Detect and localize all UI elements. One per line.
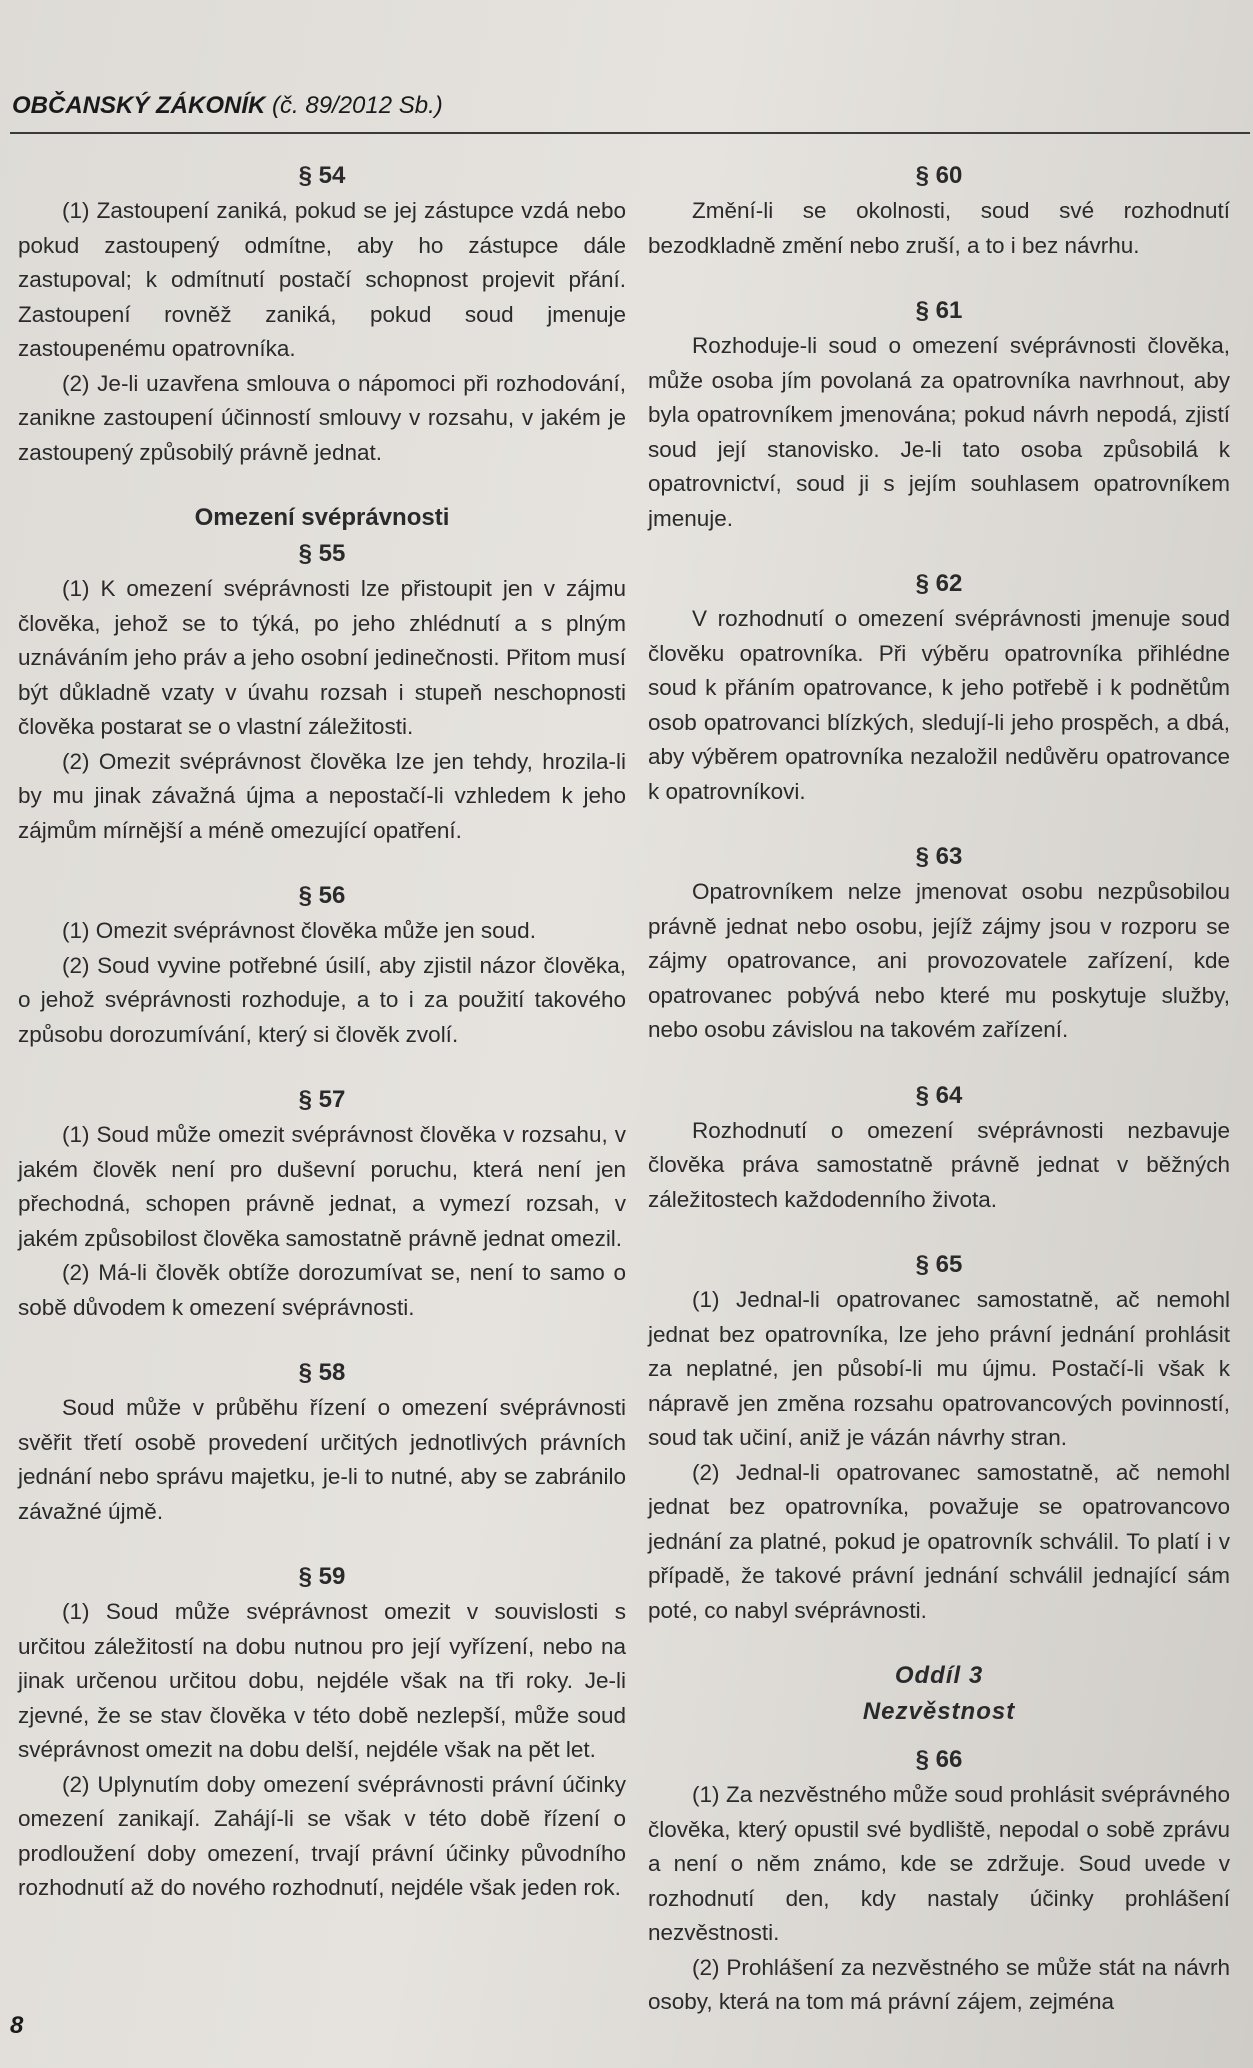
law-name: OBČANSKÝ ZÁKONÍK [12, 92, 266, 119]
section-title: § 63 [915, 843, 963, 870]
division-number: Oddíl 3 [894, 1662, 984, 1689]
section-54 [18, 158, 626, 470]
paragraph: (1) K omezení svéprávnosti lze přistoupit jen v zájmu člověka, jehož se to týká, po jeho zhlédnutí a s plným uznáváním jeho práv a jeho osobní jedinečnosti. Přitom musí být důkladně vzaty v úvahu rozsah i stupeň neschopnosti člověka postarat se o vlastní záležitosti. [18, 576, 626, 739]
section-56 [18, 878, 626, 1052]
paragraph: Změní-li se okolnosti, soud své rozhodnutí bezodkladně změní nebo zruší, a to i bez návrhu. [648, 198, 1230, 258]
section-title: § 59 [298, 1563, 346, 1590]
paragraph: Soud může v průběhu řízení o omezení svéprávnosti svěřit třetí osobě provedení určitých jednotlivých právních jednání nebo správu majetku, je-li to nutné, aby se zabránilo závažné újmě. [18, 1395, 626, 1524]
paragraph: (2) Omezit svéprávnost člověka lze jen tehdy, hrozila-li by mu jinak závažná újma a nepostačí-li vzhledem k jeho zájmům mírnější a méně omezující opatření. [18, 748, 626, 843]
section-title: § 56 [298, 882, 346, 909]
paragraph: (2) Je-li uzavřena smlouva o nápomoci při rozhodování, zanikne zastoupení účinností smlouvy v rozsahu, v jakém je zastoupený způsobilý právně jednat. [18, 370, 626, 465]
division-title: Nezvěstnost [862, 1698, 1016, 1725]
paragraph: (2) Uplynutím doby omezení svéprávnosti právní účinky omezení zanikají. Zahájí-li se však v této době řízení o prodloužení doby omezení, trvají právní účinky původního rozhodnutí až do nového rozhodnutí, nejdéle však jeden rok. [18, 1771, 626, 1900]
section-title: § 64 [915, 1081, 963, 1109]
section-57 [18, 1082, 626, 1325]
header-rule [10, 132, 1250, 134]
paragraph: (1) Soud může svéprávnost omezit v souvislosti s určitou záležitostí na dobu nutnou pro její vyřízení, nebo na jinak určenou určitou dobu, nejdéle však na tři roky. Je-li zjevné, že se stav člověka v této době nezlepší, může soud svéprávnost omezit na dobu delší, nejdéle však na pět let. [18, 1599, 626, 1762]
section-61 [648, 293, 1230, 536]
section-title: § 55 [298, 540, 346, 567]
law-reference: (č. 89/2012 Sb.) [272, 92, 443, 119]
subheading-omezeni: Omezení svéprávnosti [194, 504, 450, 531]
paragraph: (1) Zastoupení zaniká, pokud se jej zástupce vzdá nebo pokud zastoupený odmítne, aby ho zástupce dále zastupoval; k odmítnutí postačí schopnost projevit přání. Zastoupení rovněž zaniká, pokud soud jmenuje zastoupenému opatrovníka. [18, 198, 626, 361]
section-66 [648, 1742, 1230, 2020]
paragraph: (2) Soud vyvine potřebné úsilí, aby zjistil názor člověka, o jehož svéprávnosti rozhoduje, a to i za použití takového způsobu dorozumívání, který si člověk zvolí. [18, 952, 626, 1047]
section-63 [648, 839, 1230, 1048]
paragraph: Opatrovníkem nelze jmenovat osobu nezpůsobilou právně jednat nebo osobu, jejíž zájmy jsou v rozporu se zájmy opatrovance, ani provozovatele zařízení, kde opatrovanec pobývá nebo které mu poskytuje služby, nebo osobu závislou na takovém zařízení. [648, 879, 1230, 1042]
paragraph: (1) Omezit svéprávnost člověka může jen soud. [62, 918, 536, 943]
section-title: § 62 [915, 570, 963, 597]
section-title: § 65 [915, 1251, 963, 1278]
section-58 [18, 1355, 626, 1529]
paragraph: Rozhoduje-li soud o omezení svéprávnosti člověka, může osoba jím povolaná za opatrovníka navrhnout, aby byla opatrovníkem jmenována; pokud návrh nepodá, zjistí soud její stanovisko. Je-li tato osoba způsobilá k opatrovnictví, soud ji s jejím souhlasem opatrovníkem jmenuje. [648, 333, 1230, 531]
section-title: § 54 [298, 162, 346, 189]
paragraph: (1) Soud může omezit svéprávnost člověka v rozsahu, v jakém člověk není pro duševní poruchu, která není jen přechodná, schopen právně jednat, a vymezí rozsah, v jakém způsobilost člověka samostatně právně jednat omezil. [18, 1122, 626, 1251]
paragraph: (2) Prohlášení za nezvěstného se může stát na návrh osoby, která na tom má právní zájem, zejména [648, 1954, 1230, 2014]
right-column [648, 158, 1230, 2020]
section-65 [648, 1247, 1230, 1628]
paragraph: (2) Jednal-li opatrovanec samostatně, ač nemohl jednat bez opatrovníka, považuje se opatrovancovo jednání za platné, pokud je opatrovník schválil. To platí i v případě, že takové právní jednání schválil jednající sám poté, co nabyl svéprávnosti. [648, 1459, 1230, 1623]
section-title: § 61 [915, 297, 963, 324]
paragraph: Rozhodnutí o omezení svéprávnosti nezbavuje člověka práva samostatně právně jednat v běžných záležitostech každodenního života. [648, 1117, 1230, 1212]
page-number: 8 [10, 2012, 24, 2039]
section-64 [648, 1078, 1230, 1218]
section-title: § 60 [915, 162, 963, 189]
paragraph: (2) Má-li člověk obtíže dorozumívat se, není to samo o sobě důvodem k omezení svéprávnosti. [18, 1260, 626, 1320]
section-55 [18, 536, 626, 848]
running-header [12, 92, 443, 120]
paragraph: (1) Za nezvěstného může soud prohlásit svéprávného člověka, který opustil své bydliště, nepodal o sobě zprávu a není o něm známo, kde se zdržuje. Soud uvede v rozhodnutí den, kdy nastaly účinky prohlášení nezvěstnosti. [648, 1782, 1230, 1945]
paragraph: (1) Jednal-li opatrovanec samostatně, ač nemohl jednat bez opatrovníka, lze jeho právní jednání prohlásit za neplatné, jen působí-li mu újmu. Postačí-li však k nápravě jen změna rozsahu opatrovancových povinností, soud tak učiní, aniž je vázán návrhy stran. [648, 1287, 1230, 1450]
section-title: § 58 [298, 1359, 346, 1386]
section-title: § 57 [298, 1086, 346, 1113]
left-column [18, 158, 626, 1906]
section-59 [18, 1559, 626, 1906]
paragraph: V rozhodnutí o omezení svéprávnosti jmenuje soud člověku opatrovníka. Při výběru opatrovníka přihlédne soud k přáním opatrovance, k jeho potřebě i k podnětům osob opatrovanci blízkých, sledují-li jeho prospěch, a dbá, aby výběrem opatrovníka nezaložil nedůvěru opatrovance k opatrovníkovi. [648, 606, 1230, 804]
section-title: § 66 [915, 1746, 963, 1773]
section-60 [648, 158, 1230, 263]
section-62 [648, 566, 1230, 809]
